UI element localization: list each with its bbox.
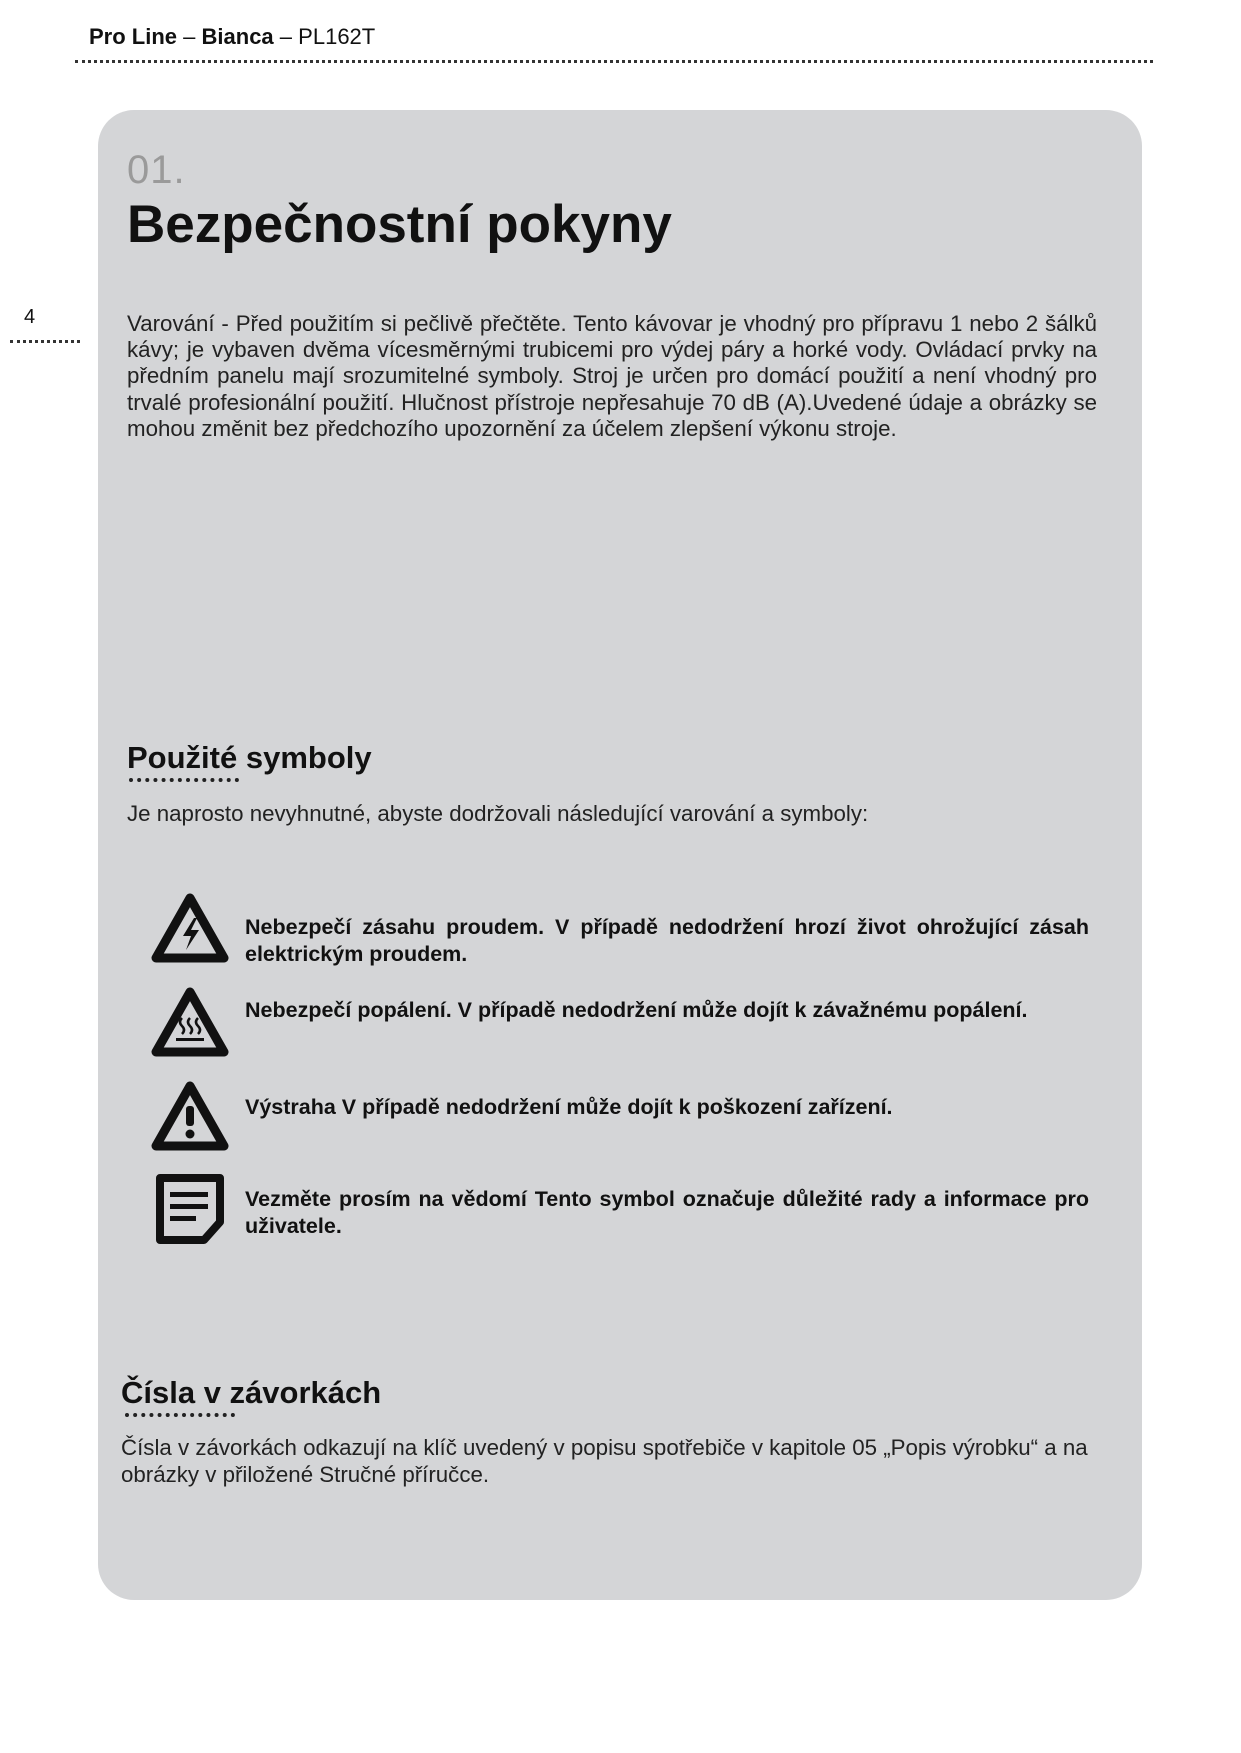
symbol-text: Nebezpečí zásahu proudem. V případě nedodržení hrozí život ohrožující zásah elektrickým proudem.: [245, 915, 1089, 966]
chapter-title: Bezpečnostní pokyny: [127, 195, 672, 254]
header-divider: [75, 60, 1153, 63]
note-icon: [150, 1172, 230, 1246]
page-number-divider: [10, 340, 80, 343]
numbers-section-title: Čísla v závorkách: [121, 1375, 382, 1410]
symbol-text: Výstraha V případě nedodržení může dojít k poškození zařízení.: [245, 1095, 893, 1119]
chapter-number: 01.: [127, 148, 186, 192]
header-model-name: Bianca: [201, 24, 274, 49]
numbers-section-text: Čísla v závorkách odkazují na klíč uvedený v popisu spotřebiče v kapitole 05 „Popis výrobku“ a na obrázky v přiložené Stručné příručce.: [121, 1435, 1088, 1487]
symbol-text: Vezměte prosím na vědomí Tento symbol označuje důležité rady a informace pro uživatele.: [245, 1187, 1089, 1238]
header-model-code: PL162T: [298, 24, 376, 49]
symbols-section-description: Je naprosto nevyhnutné, abyste dodržovali následující varování a symboly:: [127, 801, 869, 826]
page-header: [89, 24, 375, 50]
header-dash: –: [183, 24, 196, 49]
header-dash: –: [279, 24, 293, 49]
electric-shock-warning-icon: [150, 892, 230, 966]
symbols-section-title: Použité symboly: [127, 740, 372, 775]
numbers-section-underline: [125, 1413, 235, 1417]
header-brand: Pro Line: [89, 24, 178, 49]
symbol-text: Nebezpečí popálení. V případě nedodržení může dojít k závažnému popálení.: [245, 998, 1028, 1022]
intro-paragraph: Varování - Před použitím si pečlivě přečtěte. Tento kávovar je vhodný pro přípravu 1 nebo 2 šálků kávy; je vybaven dvěma vícesměrnými trubicemi pro výdej páry a horké vody. Ovládací prvky na předním panelu mají srozumitelné symboly. Stroj je určen pro domácí použití a není vhodný pro trvalé profesionální použití. Hlučnost přístroje nepřesahuje 70 dB (A).Uvedené údaje a obrázky se mohou změnit bez předchozího upozornění za účelem zlepšení výkonu stroje.: [127, 311, 1097, 441]
caution-warning-icon: [150, 1080, 230, 1154]
symbols-section-underline: [129, 778, 239, 782]
page-number: 4: [24, 306, 36, 328]
hot-surface-warning-icon: [150, 986, 230, 1060]
